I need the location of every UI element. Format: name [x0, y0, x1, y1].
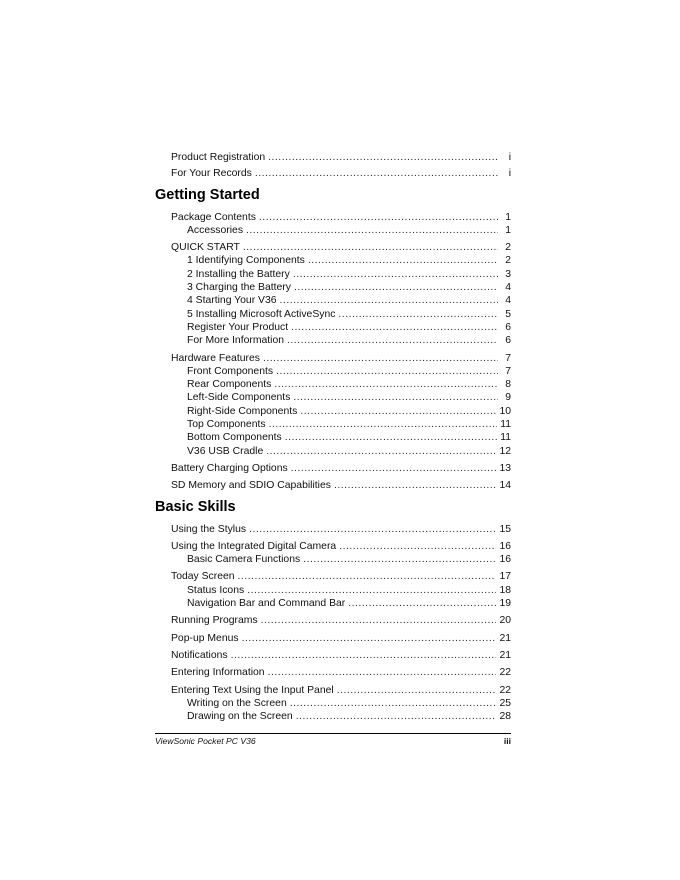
toc-entry-label: SD Memory and SDIO Capabilities [171, 480, 331, 492]
toc-entry-label: Hardware Features [171, 352, 260, 364]
toc-entry-label: 5 Installing Microsoft ActiveSync [187, 308, 336, 320]
toc-page-number: 1 [505, 211, 511, 223]
toc-entry-label: Battery Charging Options [171, 462, 288, 474]
toc-entry[interactable] [155, 632, 511, 645]
toc-entry[interactable] [155, 462, 511, 475]
toc-subentry[interactable] [155, 710, 511, 723]
dot-leader [274, 378, 498, 391]
dot-leader [280, 294, 498, 307]
dot-leader [300, 405, 496, 418]
toc-page-number: 28 [499, 711, 511, 723]
dot-leader [255, 167, 498, 180]
toc-subentry[interactable] [155, 391, 511, 404]
toc-page-number: 2 [505, 242, 511, 254]
toc-entry-label: 3 Charging the Battery [187, 282, 291, 294]
toc-page-number: 4 [505, 295, 511, 307]
dot-leader [242, 632, 497, 645]
dot-leader [293, 391, 498, 404]
table-of-contents [155, 151, 511, 723]
toc-page-number: 22 [499, 684, 511, 696]
dot-leader [291, 321, 498, 334]
toc-entry-label: Writing on the Screen [187, 697, 287, 709]
toc-entry-label: Front Components [187, 365, 274, 377]
toc-entry-label: Accessories [187, 224, 244, 236]
dot-leader [308, 254, 498, 267]
toc-subentry[interactable] [155, 321, 511, 334]
toc-entry-label: Pop-up Menus [171, 632, 239, 644]
dot-leader [238, 570, 497, 583]
dot-leader [348, 597, 496, 610]
toc-page-number: 16 [499, 554, 511, 566]
dot-leader [296, 710, 497, 723]
toc-subentry[interactable] [155, 431, 511, 444]
dot-leader [338, 308, 498, 321]
toc-entry-label: Using the Stylus [171, 523, 247, 535]
dot-leader [261, 614, 497, 627]
dot-leader [287, 334, 498, 347]
toc-entry[interactable] [155, 570, 511, 583]
toc-page-number: 7 [505, 352, 511, 364]
toc-entry-label: 2 Installing the Battery [187, 268, 290, 280]
toc-entry-label: Using the Integrated Digital Camera [171, 540, 337, 552]
toc-entry-label: Top Components [187, 419, 266, 431]
toc-entry[interactable] [155, 649, 511, 662]
dot-leader [249, 523, 496, 536]
toc-page-number: 21 [499, 632, 511, 644]
toc-entry[interactable] [155, 684, 511, 697]
toc-page-number: 6 [505, 335, 511, 347]
toc-subentry[interactable] [155, 224, 511, 237]
toc-page-number: 12 [499, 445, 511, 457]
toc-page-number: i [508, 168, 511, 180]
toc-entry[interactable] [155, 614, 511, 627]
toc-entry[interactable] [155, 540, 511, 553]
dot-leader [231, 649, 497, 662]
toc-subentry[interactable] [155, 597, 511, 610]
toc-page-number: 7 [505, 365, 511, 377]
toc-page-number: 25 [499, 697, 511, 709]
toc-entry[interactable] [155, 666, 511, 679]
toc-entry-label: Entering Information [171, 667, 265, 679]
toc-entry-label: Status Icons [187, 584, 245, 596]
footer-title: ViewSonic Pocket PC V36 [155, 736, 256, 746]
toc-page-number: 1 [505, 224, 511, 236]
toc-entry-label: Drawing on the Screen [187, 711, 293, 723]
toc-entry-label: Today Screen [171, 571, 235, 583]
toc-subentry[interactable] [155, 445, 511, 458]
toc-subentry[interactable] [155, 254, 511, 267]
toc-subentry[interactable] [155, 378, 511, 391]
toc-page-number: 19 [499, 598, 511, 610]
toc-subentry[interactable] [155, 268, 511, 281]
toc-page-number: 14 [499, 480, 511, 492]
toc-page-number: i [508, 152, 511, 163]
dot-leader [266, 445, 496, 458]
toc-entry-label: Product Registration [171, 152, 266, 163]
toc-page-number: 2 [505, 255, 511, 267]
toc-subentry[interactable] [155, 334, 511, 347]
dot-leader [293, 268, 498, 281]
toc-entry-label: For More Information [187, 335, 285, 347]
dot-leader [285, 431, 497, 444]
toc-page-number: 11 [500, 432, 511, 444]
dot-leader [247, 584, 496, 597]
toc-page-number: 22 [499, 667, 511, 679]
toc-subentry[interactable] [155, 365, 511, 378]
toc-page-number: 9 [505, 392, 511, 404]
dot-leader [263, 352, 498, 365]
toc-entry-label: Running Programs [171, 615, 258, 627]
dot-leader [339, 540, 496, 553]
toc-page-number: 18 [499, 584, 511, 596]
toc-subentry[interactable] [155, 308, 511, 321]
toc-entry-label: 4 Starting Your V36 [187, 295, 277, 307]
toc-entry[interactable] [155, 151, 511, 164]
toc-entry-label: Navigation Bar and Command Bar [187, 598, 346, 610]
toc-subentry[interactable] [155, 405, 511, 418]
page-footer [155, 733, 511, 746]
dot-leader [246, 224, 498, 237]
toc-entry-label: Rear Components [187, 379, 272, 391]
toc-subentry[interactable] [155, 418, 511, 431]
toc-entry-label: Right-Side Components [187, 405, 298, 417]
toc-entry[interactable] [155, 479, 511, 492]
dot-leader [276, 365, 498, 378]
toc-entry-label: Entering Text Using the Input Panel [171, 684, 334, 696]
toc-entry-label: Package Contents [171, 211, 256, 223]
footer-page-number: iii [503, 736, 511, 746]
dot-leader [291, 462, 497, 475]
toc-page-number: 11 [500, 419, 511, 431]
toc-page-number: 4 [505, 282, 511, 294]
toc-subentry[interactable] [155, 294, 511, 307]
section-heading: Basic Skills [155, 498, 236, 515]
dot-leader [303, 553, 496, 566]
toc-page-number: 21 [499, 649, 511, 661]
toc-entry[interactable] [155, 523, 511, 536]
dot-leader [243, 241, 498, 254]
toc-entry-label: Bottom Components [187, 432, 282, 444]
dot-leader [294, 281, 498, 294]
dot-leader [337, 684, 497, 697]
toc-entry-label: 1 Identifying Components [187, 255, 305, 267]
toc-page-number: 10 [499, 405, 511, 417]
toc-entry-label: Basic Camera Functions [187, 554, 301, 566]
toc-page-number: 17 [499, 571, 511, 583]
toc-entry[interactable] [155, 167, 511, 180]
toc-entry-label: For Your Records [171, 168, 252, 180]
toc-page-number: 20 [499, 615, 511, 627]
toc-entry[interactable] [155, 211, 511, 224]
toc-page-number: 3 [505, 268, 511, 280]
dot-leader [334, 479, 496, 492]
dot-leader [290, 697, 497, 710]
toc-entry[interactable] [155, 241, 511, 254]
toc-subentry[interactable] [155, 584, 511, 597]
toc-page-number: 13 [499, 462, 511, 474]
section-heading: Getting Started [155, 186, 260, 203]
toc-entry-label: QUICK START [171, 242, 240, 254]
toc-page-number: 5 [505, 308, 511, 320]
toc-page-number: 6 [505, 321, 511, 333]
dot-leader [269, 418, 498, 431]
toc-subentry[interactable] [155, 697, 511, 710]
dot-leader [268, 666, 497, 679]
toc-entry-label: Left-Side Components [187, 392, 291, 404]
toc-page-number: 16 [499, 540, 511, 552]
toc-page-number: 8 [505, 379, 511, 391]
toc-page-number: 15 [499, 523, 511, 535]
toc-entry[interactable] [155, 352, 511, 365]
toc-entry-label: Register Your Product [187, 321, 289, 333]
dot-leader [259, 211, 498, 224]
toc-subentry[interactable] [155, 281, 511, 294]
toc-entry-label: V36 USB Cradle [187, 445, 264, 457]
dot-leader [268, 151, 498, 164]
toc-entry-label: Notifications [171, 649, 228, 661]
toc-subentry[interactable] [155, 553, 511, 566]
